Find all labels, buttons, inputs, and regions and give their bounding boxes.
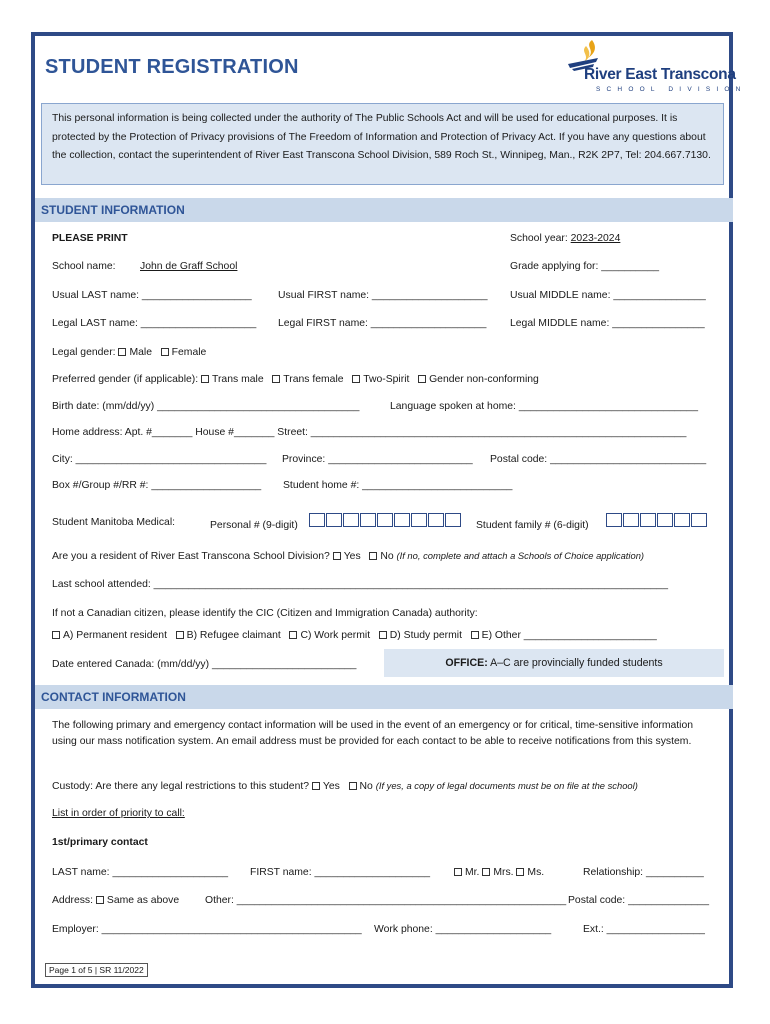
family-number-boxes[interactable]: [606, 513, 708, 527]
school-year-value: 2023-2024: [570, 233, 621, 244]
address-label: Address:: [52, 895, 94, 906]
priority-list-label: List in order of priority to call:: [52, 808, 185, 819]
mrs-label: Mrs.: [493, 867, 514, 878]
mrs-checkbox[interactable]: [482, 868, 490, 876]
study-permit-checkbox[interactable]: [379, 631, 387, 639]
last-school-field[interactable]: Last school attended: _________________________________________________________________________________________: [52, 579, 668, 590]
digit-box[interactable]: [640, 513, 656, 527]
same-as-above-checkbox[interactable]: [96, 896, 104, 904]
legal-middle-name-field[interactable]: Legal MIDDLE name: ________________: [510, 318, 705, 329]
digit-box[interactable]: [674, 513, 690, 527]
cic-options-row: [52, 629, 657, 642]
legal-gender-row: [52, 346, 206, 359]
office-text: A–C are provincially funded students: [487, 657, 663, 669]
digit-box[interactable]: [411, 513, 427, 527]
other-checkbox[interactable]: [471, 631, 479, 639]
digit-box[interactable]: [326, 513, 342, 527]
work-permit-label: C) Work permit: [300, 630, 371, 641]
legal-gender-label: Legal gender:: [52, 347, 116, 358]
birth-date-field[interactable]: Birth date: (mm/dd/yy) ___________________________________: [52, 401, 360, 412]
study-permit-label: D) Study permit: [389, 630, 462, 641]
trans-male-label: Trans male: [212, 374, 264, 385]
custody-no-checkbox[interactable]: [349, 782, 357, 790]
digit-box[interactable]: [309, 513, 325, 527]
permanent-resident-checkbox[interactable]: [52, 631, 60, 639]
personal-number-boxes[interactable]: [309, 513, 462, 527]
mr-label: Mr.: [465, 867, 480, 878]
resident-no-label: No: [380, 551, 394, 562]
digit-box[interactable]: [343, 513, 359, 527]
custody-question-row: [52, 779, 638, 793]
ms-label: Ms.: [527, 867, 545, 878]
resident-no-checkbox[interactable]: [369, 552, 377, 560]
resident-question-row: [52, 549, 644, 563]
custody-question: Custody: Are there any legal restrictions to this student?: [52, 781, 310, 792]
school-year-label: School year:: [510, 233, 568, 244]
gender-non-conforming-checkbox[interactable]: [418, 375, 426, 383]
digit-box[interactable]: [360, 513, 376, 527]
logo-subtitle: SCHOOL DIVISION: [596, 86, 747, 93]
school-division-logo: [562, 38, 747, 96]
section-contact-information: CONTACT INFORMATION: [35, 685, 733, 709]
home-address-field[interactable]: Home address: Apt. #_______ House #_______ Street: _________________________________________________________________: [52, 427, 687, 438]
custody-yes-checkbox[interactable]: [312, 782, 320, 790]
digit-box[interactable]: [657, 513, 673, 527]
city-field[interactable]: City: _________________________________: [52, 454, 267, 465]
language-field[interactable]: Language spoken at home: _______________________________: [390, 401, 698, 412]
digit-box[interactable]: [623, 513, 639, 527]
page-title: STUDENT REGISTRATION: [45, 56, 299, 78]
trans-female-label: Trans female: [283, 374, 344, 385]
personal-number-label: Personal # (9-digit): [210, 520, 298, 531]
province-field[interactable]: Province: _________________________: [282, 454, 473, 465]
resident-yes-label: Yes: [343, 551, 361, 562]
permanent-resident-label: A) Permanent resident: [63, 630, 167, 641]
digit-box[interactable]: [606, 513, 622, 527]
trans-male-checkbox[interactable]: [201, 375, 209, 383]
male-label: Male: [129, 347, 152, 358]
legal-last-name-field[interactable]: Legal LAST name: ____________________: [52, 318, 257, 329]
extension-field[interactable]: Ext.: _________________: [583, 924, 705, 935]
cic-question: If not a Canadian citizen, please identify the CIC (Citizen and Immigration Canada) authority:: [52, 608, 478, 619]
digit-box[interactable]: [377, 513, 393, 527]
school-year-field[interactable]: [510, 232, 620, 245]
box-group-rr-field[interactable]: Box #/Group #/RR #: ___________________: [52, 480, 262, 491]
male-checkbox[interactable]: [118, 348, 126, 356]
resident-yes-checkbox[interactable]: [333, 552, 341, 560]
ms-checkbox[interactable]: [516, 868, 524, 876]
primary-contact-label: 1st/primary contact: [52, 837, 148, 848]
section-student-information: STUDENT INFORMATION: [35, 198, 733, 222]
contact-postal-code-field[interactable]: Postal code: ______________: [568, 895, 709, 906]
contact-info-paragraph: The following primary and emergency contact information will be used in the event of an emergency or for critical, time-sensitive information using our mass notification system. An email address must be provided for each contact to be able to receive notifications from this system.: [52, 720, 694, 747]
page-footer: Page 1 of 5 | SR 11/2022: [45, 963, 148, 977]
contact-last-name-field[interactable]: LAST name: ____________________: [52, 867, 229, 878]
please-print-label: PLEASE PRINT: [52, 233, 128, 244]
other-label: E) Other _______________________: [481, 630, 657, 641]
female-label: Female: [171, 347, 207, 358]
digit-box[interactable]: [428, 513, 444, 527]
privacy-notice: This personal information is being collected under the authority of The Public Schools Act and will be used for educational purposes. It is protected by the Protection of Privacy provisions of The Freedom of Information and Protection of Privacy Act. If you have any questions about the collection, contact the superintendent of River East Transcona School Division, 589 Roch St., Winnipeg, Man., R2K 2P7, Tel: 204.667.7130.: [41, 103, 724, 185]
refugee-claimant-label: B) Refugee claimant: [186, 630, 281, 641]
title-options-row: [454, 866, 544, 879]
preferred-gender-row: [52, 373, 539, 386]
gender-non-conforming-label: Gender non-conforming: [429, 374, 539, 385]
trans-female-checkbox[interactable]: [272, 375, 280, 383]
postal-code-field[interactable]: Postal code: ___________________________: [490, 454, 707, 465]
school-name-label: School name:: [52, 261, 116, 272]
contact-address-row: [52, 894, 179, 907]
usual-middle-name-field[interactable]: Usual MIDDLE name: ________________: [510, 290, 706, 301]
usual-first-name-field[interactable]: Usual FIRST name: ____________________: [278, 290, 488, 301]
same-as-above-label: Same as above: [106, 895, 180, 906]
mr-checkbox[interactable]: [454, 868, 462, 876]
work-permit-checkbox[interactable]: [289, 631, 297, 639]
digit-box[interactable]: [394, 513, 410, 527]
resident-question: Are you a resident of River East Transcona School Division?: [52, 551, 330, 562]
relationship-field[interactable]: Relationship: __________: [583, 867, 704, 878]
contact-other-address-field[interactable]: Other: _________________________________________________________: [205, 895, 567, 906]
employer-field[interactable]: Employer: _____________________________________________: [52, 924, 362, 935]
family-number-label: Student family # (6-digit): [476, 520, 589, 531]
work-phone-field[interactable]: Work phone: ____________________: [374, 924, 552, 935]
custody-no-label: No: [359, 781, 373, 792]
two-spirit-label: Two-Spirit: [363, 374, 410, 385]
digit-box[interactable]: [691, 513, 707, 527]
logo-name: River East Transcona: [584, 66, 736, 83]
two-spirit-checkbox[interactable]: [352, 375, 360, 383]
office-label: OFFICE:: [445, 657, 488, 669]
digit-box[interactable]: [445, 513, 461, 527]
custody-yes-label: Yes: [322, 781, 340, 792]
refugee-claimant-checkbox[interactable]: [176, 631, 184, 639]
student-home-phone-field[interactable]: Student home #: __________________________: [283, 480, 513, 491]
custody-note: (If yes, a copy of legal documents must be on file at the school): [375, 780, 638, 791]
female-checkbox[interactable]: [161, 348, 169, 356]
legal-first-name-field[interactable]: Legal FIRST name: ____________________: [278, 318, 487, 329]
contact-first-name-field[interactable]: FIRST name: ____________________: [250, 867, 431, 878]
manitoba-medical-label: Student Manitoba Medical:: [52, 517, 176, 528]
preferred-gender-label: Preferred gender (if applicable):: [52, 374, 199, 385]
usual-last-name-field[interactable]: Usual LAST name: ___________________: [52, 290, 252, 301]
grade-field[interactable]: Grade applying for: __________: [510, 261, 660, 272]
office-note: [384, 649, 724, 677]
resident-note: (If no, complete and attach a Schools of Choice application): [396, 550, 645, 561]
date-entered-canada-field[interactable]: Date entered Canada: (mm/dd/yy) _________________________: [52, 659, 357, 670]
school-name-value[interactable]: John de Graff School: [140, 261, 238, 272]
